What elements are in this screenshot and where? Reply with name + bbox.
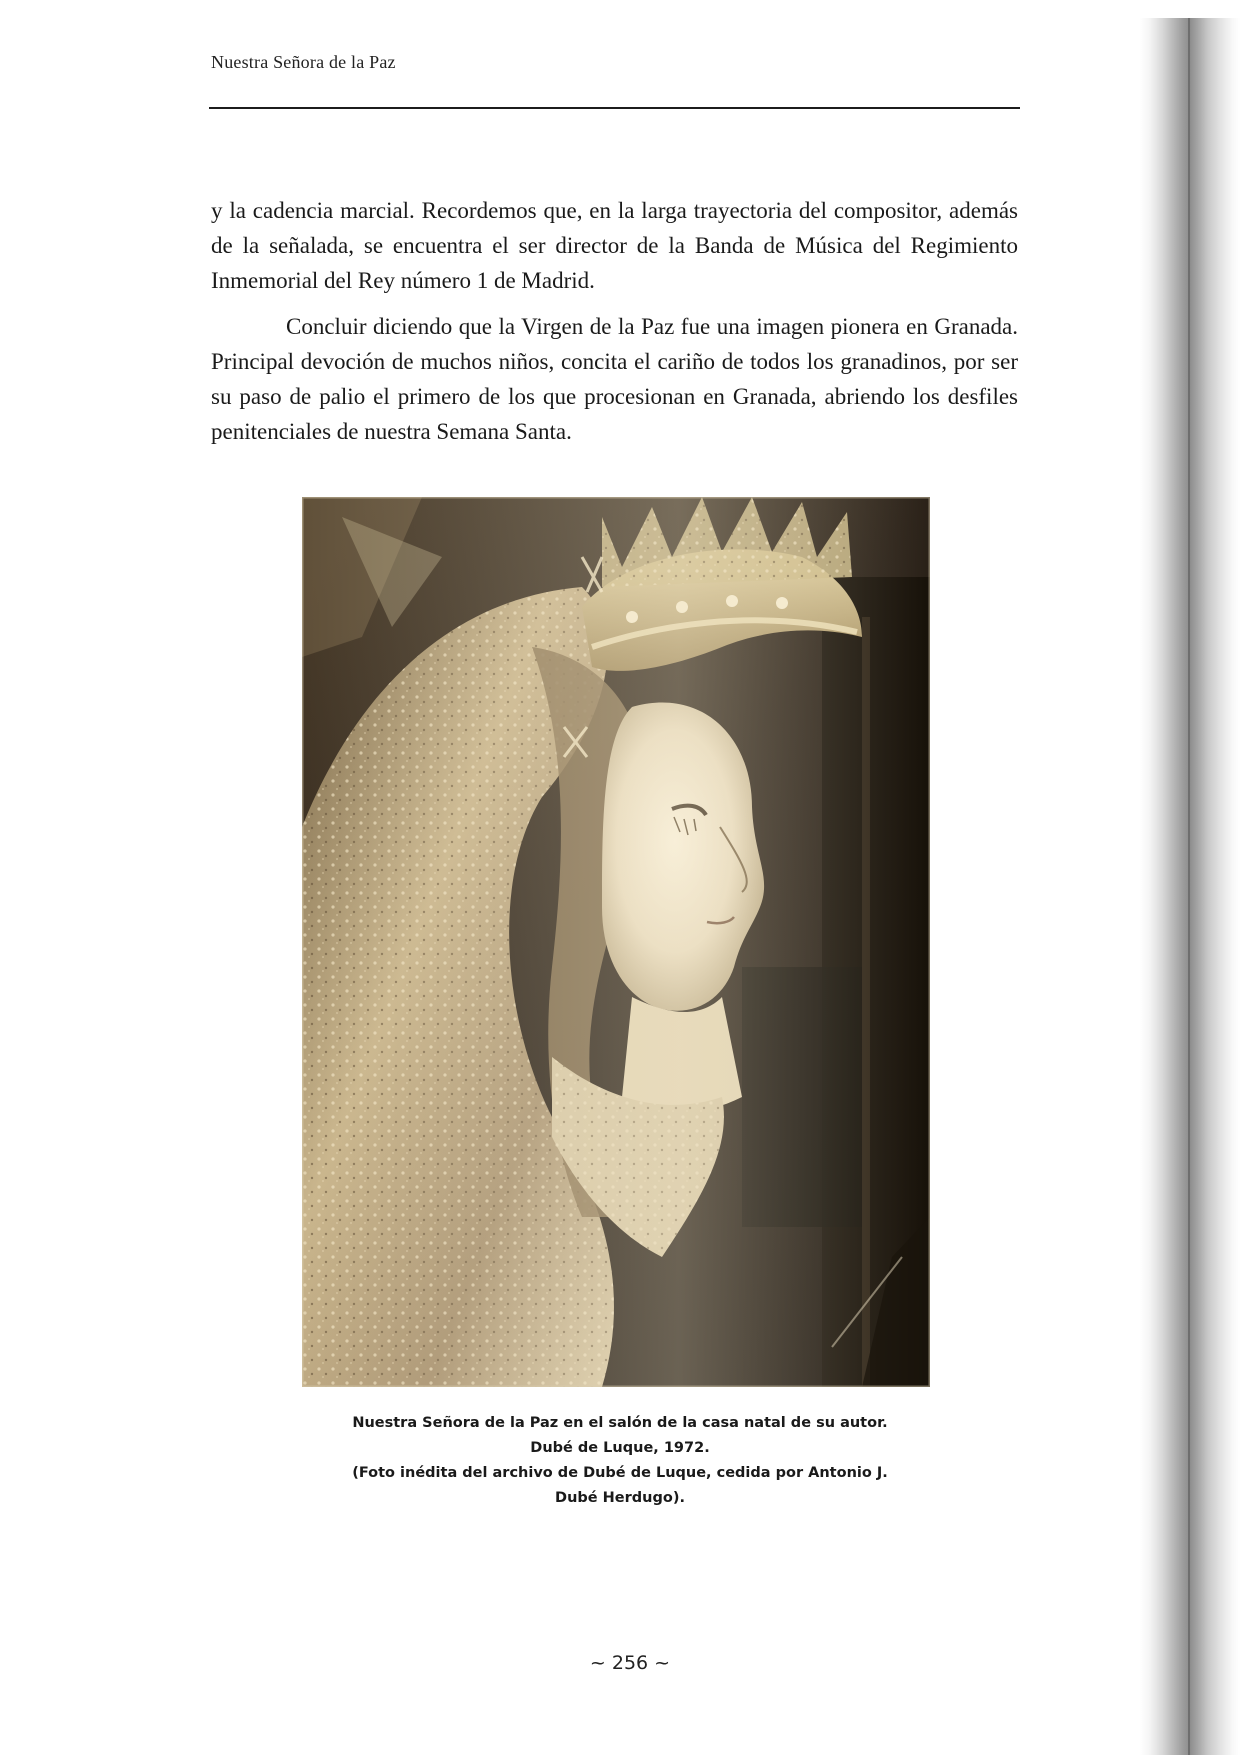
caption-line-2: Dubé de Luque, 1972. bbox=[530, 1440, 710, 1456]
body-paragraph-1: y la cadencia marcial. Recordemos que, en la larga trayectoria del compositor, además de la señalada, se encuentra el ser director de la Banda de Música del Regimiento Inmemorial del Rey número 1 de Madrid. bbox=[211, 198, 1018, 293]
virgin-photograph bbox=[302, 497, 930, 1387]
figure-caption bbox=[330, 1411, 910, 1511]
body-paragraph-2: Concluir diciendo que la Virgen de la Paz fue una imagen pionera en Granada. Principal devoción de muchos niños, concita el cariño de todos los granadinos, por ser su paso de palio el primero de los que procesionan en Granada, abriendo los desfiles penitenciales de nuestra Semana Santa. bbox=[211, 314, 1018, 444]
running-header: Nuestra Señora de la Paz bbox=[211, 52, 396, 72]
page-number: ~ 256 ~ bbox=[589, 1652, 671, 1674]
caption-line-4: Dubé Herdugo). bbox=[555, 1490, 685, 1506]
page-binding-shadow bbox=[1140, 18, 1240, 1755]
header-rule bbox=[209, 107, 1020, 109]
page-binding-edge bbox=[1188, 18, 1190, 1755]
caption-line-1: Nuestra Señora de la Paz en el salón de la casa natal de su autor. bbox=[352, 1415, 888, 1431]
caption-line-3: (Foto inédita del archivo de Dubé de Luque, cedida por Antonio J. bbox=[352, 1465, 888, 1481]
